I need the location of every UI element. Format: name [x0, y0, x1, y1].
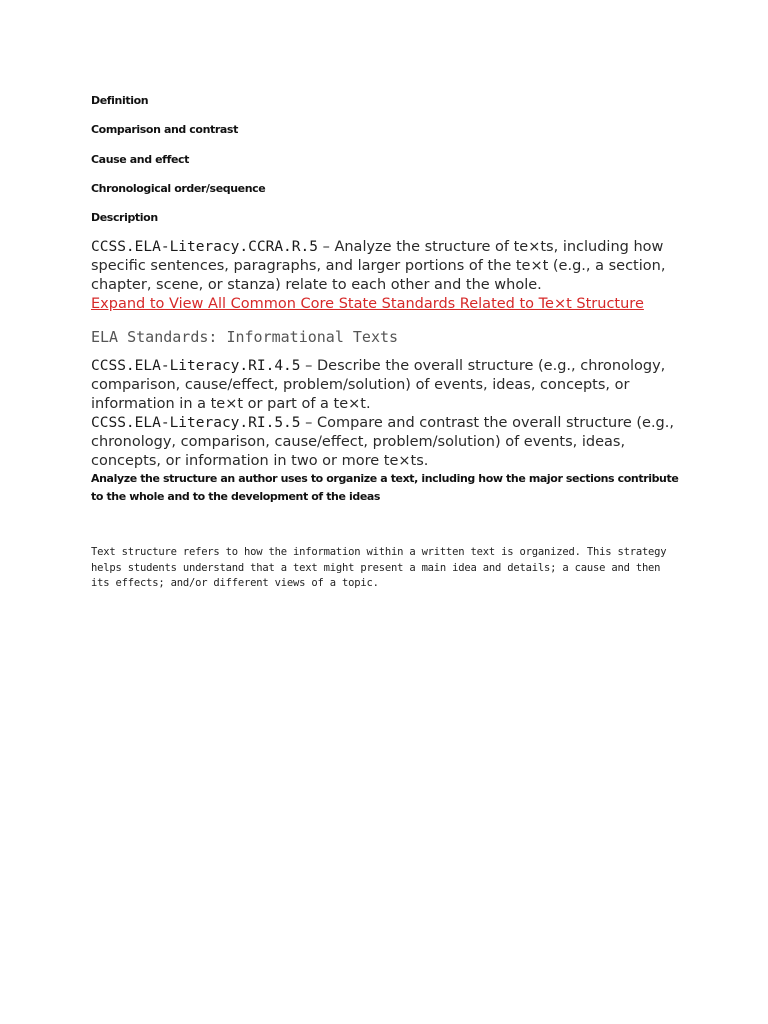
bold-summary: Analyze the structure an author uses to organize a text, including how the major sections contribute to the whole and to the development of the ideas [91, 472, 679, 503]
structure-chronological: Chronological order/sequence [91, 182, 266, 195]
anchor-standard [91, 238, 691, 314]
standards-list [91, 357, 691, 471]
anchor-standard-text: – Analyze the structure of te×ts, including how specific sentences, paragraphs, and larger portions of the te×t (e.g., a section, chapter, scene, or stanza) relate to each other and the whole. [91, 239, 666, 293]
structure-comparison: Comparison and contrast [91, 123, 238, 136]
standard-code: CCSS.ELA-Literacy.RI.4.5 [91, 358, 301, 374]
standard-item [91, 357, 691, 414]
expand-standards-link[interactable]: Expand to View All Common Core State Standards Related to Te×t Structure [91, 296, 644, 312]
standard-item [91, 414, 691, 471]
structure-description: Description [91, 211, 158, 224]
anchor-standard-code: CCSS.ELA-Literacy.CCRA.R.5 [91, 239, 318, 255]
structure-cause-effect: Cause and effect [91, 153, 189, 166]
text-structure-note: Text structure refers to how the information within a written text is organized. This strategy helps students understand that a text might present a main idea and details; a cause and then its effects; and/or different views of a topic. [91, 546, 667, 589]
standard-text: – Describe the overall structure (e.g., chronology, comparison, cause/effect, problem/solution) of events, ideas, concepts, or information in a te×t or part of a te×t. [91, 358, 666, 412]
section-heading: ELA Standards: Informational Texts [91, 328, 399, 346]
structure-definition: Definition [91, 94, 149, 107]
standard-code: CCSS.ELA-Literacy.RI.5.5 [91, 415, 301, 431]
standard-text: – Compare and contrast the overall structure (e.g., chronology, comparison, cause/effect, problem/solution) of events, ideas, concepts, or information in two or more te×ts. [91, 415, 674, 469]
